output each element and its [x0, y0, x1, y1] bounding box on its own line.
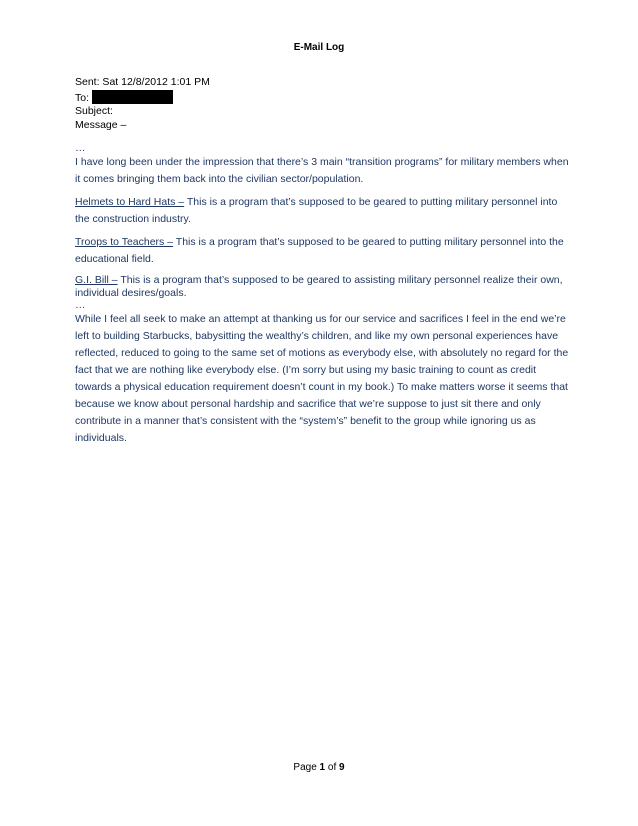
email-header — [75, 76, 575, 132]
page-footer — [0, 762, 638, 773]
page-word: Page — [293, 762, 317, 773]
current-page-number: 1 — [319, 762, 326, 773]
program-paragraph-helmets — [75, 194, 570, 228]
program-paragraph-gi-bill — [75, 274, 570, 300]
to-line — [75, 90, 575, 106]
email-body — [75, 143, 570, 447]
ellipsis-marker: … — [75, 142, 86, 154]
sent-line: Sent: Sat 12/8/2012 1:01 PM — [75, 76, 210, 88]
message-line: Message – — [75, 118, 127, 131]
intro-paragraph: I have long been under the impression that there’s 3 main “transition programs” for military members when it comes bringing them back into the civilian sector/population. — [75, 156, 569, 185]
to-label: To: — [75, 91, 90, 104]
ellipsis-marker-2: … — [75, 299, 86, 311]
program-name-gi-bill: G.I. Bill – — [75, 274, 118, 286]
program-text-gi-bill: This is a program that’s supposed to be geared to assisting military personnel realize their own, individual desires/goals. — [75, 274, 563, 299]
program-paragraph-troops — [75, 234, 570, 268]
redacted-recipient — [92, 90, 173, 104]
of-word: of — [327, 762, 337, 773]
document-title: E-Mail Log — [293, 42, 345, 53]
program-text-troops: This is a program that’s supposed to be geared to putting military personnel into the educational field. — [75, 236, 564, 265]
program-name-helmets: Helmets to Hard Hats – — [75, 196, 185, 208]
program-name-troops: Troops to Teachers – — [75, 236, 174, 248]
subject-line: Subject: — [75, 105, 113, 117]
total-page-number: 9 — [339, 762, 345, 773]
closing-paragraph: While I feel all seek to make an attempt at thanking us for our service and sacrifices I feel in the end we’re left to building Starbucks, babysitting the wealthy’s children, and like my own personal experiences have reflected, reduced to going to the same set of motions as everybody else, with absolutely no regard for the fact that we are nothing like everybody else. (I’m sorry but using my basic training to count as credit towards a physical education requirement doesn’t count in my book.) To make matters worse it seems that because we know about personal hardship and sacrifice that we’re suppose to just sit there and only contribute in a manner that’s consistent with the “system’s” benefit to the group while ignoring us as individuals. — [75, 313, 569, 444]
program-text-helmets: This is a program that’s supposed to be geared to putting military personnel into the construction industry. — [75, 196, 558, 225]
